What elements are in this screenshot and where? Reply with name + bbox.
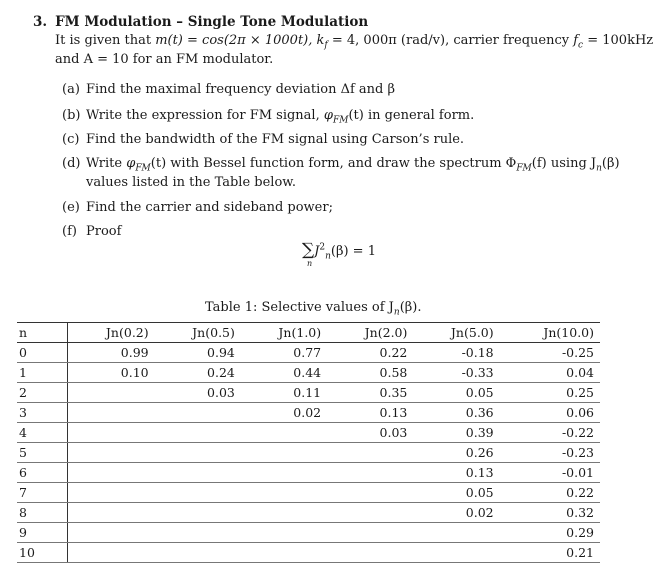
question-text: (t) in general form.: [348, 108, 475, 123]
bessel-J: J: [314, 244, 320, 259]
question-text: Proof: [86, 224, 122, 239]
row-index-cell: 6: [17, 463, 68, 483]
formula-rest: (β) = 1: [330, 244, 376, 259]
question-label: (e): [62, 200, 80, 215]
table-row: [17, 443, 600, 463]
value-cell: 0.13: [327, 403, 413, 423]
value-cell: 0.02: [241, 403, 327, 423]
value-cell: [413, 523, 499, 543]
fm-sub: FM: [332, 115, 349, 126]
value-cell: 0.05: [413, 483, 499, 503]
row-index-cell: 4: [17, 423, 68, 443]
question-text: Find the carrier and sideband power;: [86, 200, 333, 215]
value-cell: 0.39: [413, 423, 499, 443]
value-cell: [241, 523, 327, 543]
value-cell: -0.25: [500, 343, 600, 363]
formula-sup: 2: [319, 242, 326, 253]
table-row: [17, 403, 600, 423]
value-cell: -0.33: [413, 363, 499, 383]
value-cell: [155, 523, 241, 543]
value-cell: 0.29: [500, 523, 600, 543]
value-cell: [68, 403, 155, 423]
value-cell: 0.35: [327, 383, 413, 403]
header-cell: Jn(10.0): [500, 323, 600, 343]
table-row: [17, 463, 600, 483]
value-cell: [327, 463, 413, 483]
value-cell: -0.01: [500, 463, 600, 483]
row-index-cell: 3: [17, 403, 68, 423]
problem-title: [33, 14, 368, 30]
value-cell: 0.94: [155, 343, 241, 363]
fm-sub: FM: [135, 163, 151, 174]
question-text: (β): [601, 156, 620, 171]
header-cell: Jn(5.0): [413, 323, 499, 343]
table-row: [17, 523, 600, 543]
value-cell: [155, 463, 241, 483]
value-cell: [68, 443, 155, 463]
table-row: [17, 383, 600, 403]
value-cell: [327, 503, 413, 523]
question-c: [62, 132, 464, 147]
value-cell: [68, 503, 155, 523]
intro-fc-sub: c: [578, 40, 584, 51]
value-cell: -0.18: [413, 343, 499, 363]
intro-kf-sub: f: [324, 40, 328, 51]
table-row: [17, 423, 600, 443]
table-caption: [205, 300, 422, 318]
question-e: [62, 200, 333, 215]
table-row: [17, 343, 600, 363]
value-cell: 0.99: [68, 343, 155, 363]
value-cell: [241, 543, 327, 563]
value-cell: 0.11: [241, 383, 327, 403]
header-cell: Jn(2.0): [327, 323, 413, 343]
problem-intro-line1: [55, 33, 653, 51]
caption-text: (β).: [399, 300, 422, 315]
value-cell: [155, 483, 241, 503]
value-cell: [155, 423, 241, 443]
table-row: [17, 543, 600, 563]
question-label: (c): [62, 132, 80, 147]
table-row: [17, 483, 600, 503]
value-cell: [68, 423, 155, 443]
intro-text: = 100kHz: [583, 33, 653, 48]
value-cell: [68, 383, 155, 403]
value-cell: [413, 543, 499, 563]
intro-message-expr: m(t) = cos(2π × 1000t), k: [155, 33, 325, 48]
value-cell: [68, 463, 155, 483]
value-cell: 0.06: [500, 403, 600, 423]
question-text: (t) with Bessel function form, and draw the spectrum Φ: [150, 156, 517, 171]
header-cell: Jn(0.2): [68, 323, 155, 343]
question-label: (f): [62, 224, 77, 239]
row-index-cell: 5: [17, 443, 68, 463]
n-sub: n: [596, 163, 602, 174]
intro-text: = 4, 000π (rad/v), carrier frequency: [327, 33, 574, 48]
value-cell: 0.10: [68, 363, 155, 383]
value-cell: 0.02: [413, 503, 499, 523]
bessel-sum-formula: [302, 240, 376, 268]
value-cell: 0.05: [413, 383, 499, 403]
value-cell: [155, 503, 241, 523]
question-f: [62, 224, 121, 239]
sigma-index: n: [307, 259, 313, 268]
value-cell: [68, 483, 155, 503]
value-cell: 0.26: [413, 443, 499, 463]
value-cell: 0.32: [500, 503, 600, 523]
value-cell: 0.24: [155, 363, 241, 383]
value-cell: [241, 443, 327, 463]
header-cell: Jn(1.0): [241, 323, 327, 343]
intro-fc: f: [573, 33, 579, 48]
question-label: (b): [62, 108, 81, 123]
value-cell: -0.22: [500, 423, 600, 443]
value-cell: [241, 503, 327, 523]
value-cell: [155, 443, 241, 463]
value-cell: [155, 543, 241, 563]
fm-sub: FM: [516, 163, 532, 174]
value-cell: 0.22: [500, 483, 600, 503]
value-cell: [241, 463, 327, 483]
table-row: [17, 363, 600, 383]
problem-intro-line2: and A = 10 for an FM modulator.: [55, 52, 274, 67]
header-cell: Jn(0.5): [155, 323, 241, 343]
row-index-cell: 2: [17, 383, 68, 403]
value-cell: [327, 543, 413, 563]
value-cell: 0.03: [327, 423, 413, 443]
value-cell: [241, 423, 327, 443]
value-cell: 0.77: [241, 343, 327, 363]
caption-sub: n: [393, 307, 400, 318]
value-cell: 0.36: [413, 403, 499, 423]
formula-sub: n: [325, 251, 331, 262]
row-index-cell: 8: [17, 503, 68, 523]
value-cell: 0.58: [327, 363, 413, 383]
question-d: [62, 156, 620, 174]
question-text: (f) using J: [531, 156, 597, 171]
question-label: (d): [62, 156, 81, 171]
value-cell: [327, 523, 413, 543]
problem-heading: FM Modulation – Single Tone Modulation: [55, 14, 369, 30]
value-cell: [327, 443, 413, 463]
intro-text: It is given that: [55, 33, 156, 48]
value-cell: [327, 483, 413, 503]
question-b: [62, 108, 475, 126]
question-text: Write: [86, 156, 127, 171]
value-cell: 0.13: [413, 463, 499, 483]
row-index-cell: 10: [17, 543, 68, 563]
value-cell: [155, 403, 241, 423]
value-cell: [68, 523, 155, 543]
question-d-line2: values listed in the Table below.: [86, 175, 296, 190]
phi-symbol: φ: [126, 156, 136, 171]
value-cell: [68, 543, 155, 563]
row-index-cell: 7: [17, 483, 68, 503]
sigma-symbol: ∑: [302, 240, 315, 260]
header-n: n: [17, 323, 68, 343]
caption-text: Table 1: Selective values of J: [205, 300, 394, 315]
table-header-row: [17, 323, 600, 343]
row-index-cell: 9: [17, 523, 68, 543]
row-index-cell: 0: [17, 343, 68, 363]
question-label: (a): [62, 82, 80, 97]
question-text: Find the bandwidth of the FM signal using Carson’s rule.: [86, 132, 465, 147]
table-row: [17, 503, 600, 523]
value-cell: 0.21: [500, 543, 600, 563]
value-cell: 0.04: [500, 363, 600, 383]
row-index-cell: 1: [17, 363, 68, 383]
problem-number: 3.: [33, 14, 48, 30]
value-cell: -0.23: [500, 443, 600, 463]
bessel-values-table: [17, 322, 600, 563]
value-cell: 0.25: [500, 383, 600, 403]
phi-symbol: φ: [323, 108, 333, 123]
question-text: Write the expression for FM signal,: [86, 108, 324, 123]
value-cell: 0.22: [327, 343, 413, 363]
value-cell: 0.44: [241, 363, 327, 383]
question-a: [62, 82, 395, 97]
question-text: Find the maximal frequency deviation Δf and β: [86, 82, 396, 97]
value-cell: 0.03: [155, 383, 241, 403]
value-cell: [241, 483, 327, 503]
